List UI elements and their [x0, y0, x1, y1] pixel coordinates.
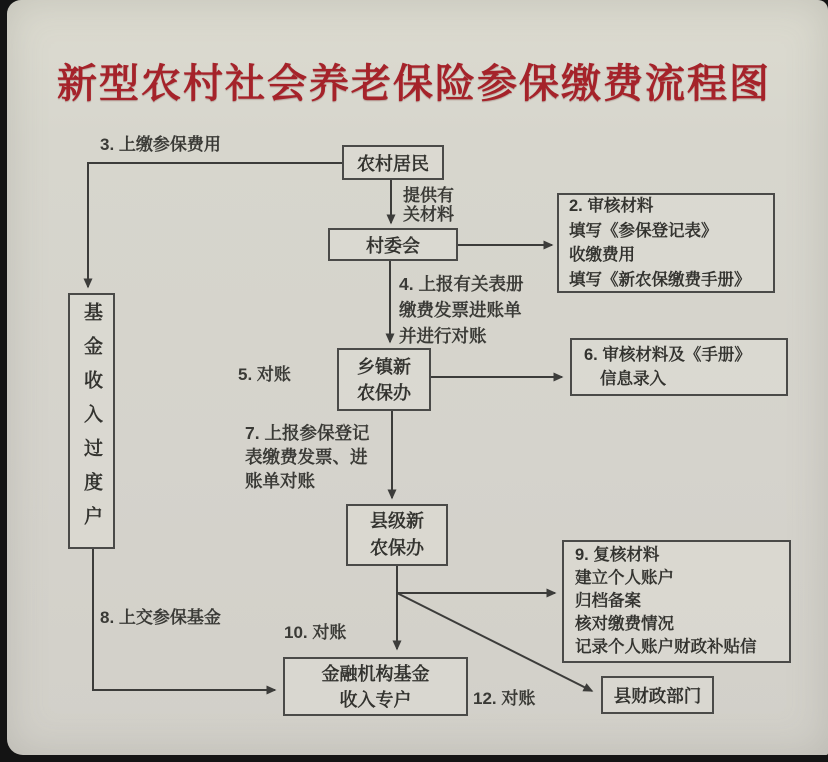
label-step8: 8. 上交参保基金 — [100, 608, 221, 627]
node-fund-transit-account: 基金收入过度户 — [68, 293, 115, 549]
node-step9-box: 9. 复核材料 建立个人账户 归档备案 核对缴费情况 记录个人账户财政补贴信 — [562, 540, 791, 663]
node-step6-box: 6. 审核材料及《手册》 信息录入 — [570, 338, 788, 396]
label-step7: 7. 上报参保登记 表缴费发票、进 账单对账 — [245, 423, 370, 491]
node-county-office: 县级新 农保办 — [346, 504, 448, 566]
label-step4: 4. 上报有关表册 缴费发票进账单 并进行对账 — [399, 274, 524, 346]
node-village-committee: 村委会 — [328, 228, 458, 261]
label-step3: 3. 上缴参保费用 — [100, 135, 221, 154]
node-step2-box: 2. 审核材料 填写《参保登记表》 收缴费用 填写《新农保缴费手册》 — [557, 193, 775, 293]
label-step5: 5. 对账 — [238, 365, 291, 384]
node-rural-residents: 农村居民 — [342, 145, 444, 180]
label-step12: 12. 对账 — [473, 689, 536, 708]
node-township-office: 乡镇新 农保办 — [337, 348, 431, 411]
node-financial-institution-account: 金融机构基金 收入专户 — [283, 657, 468, 716]
label-step10: 10. 对账 — [284, 623, 347, 642]
node-county-finance-dept: 县财政部门 — [601, 676, 714, 714]
label-provide-materials: 提供有 关材料 — [403, 186, 454, 224]
page-title: 新型农村社会养老保险参保缴费流程图 — [57, 62, 771, 106]
